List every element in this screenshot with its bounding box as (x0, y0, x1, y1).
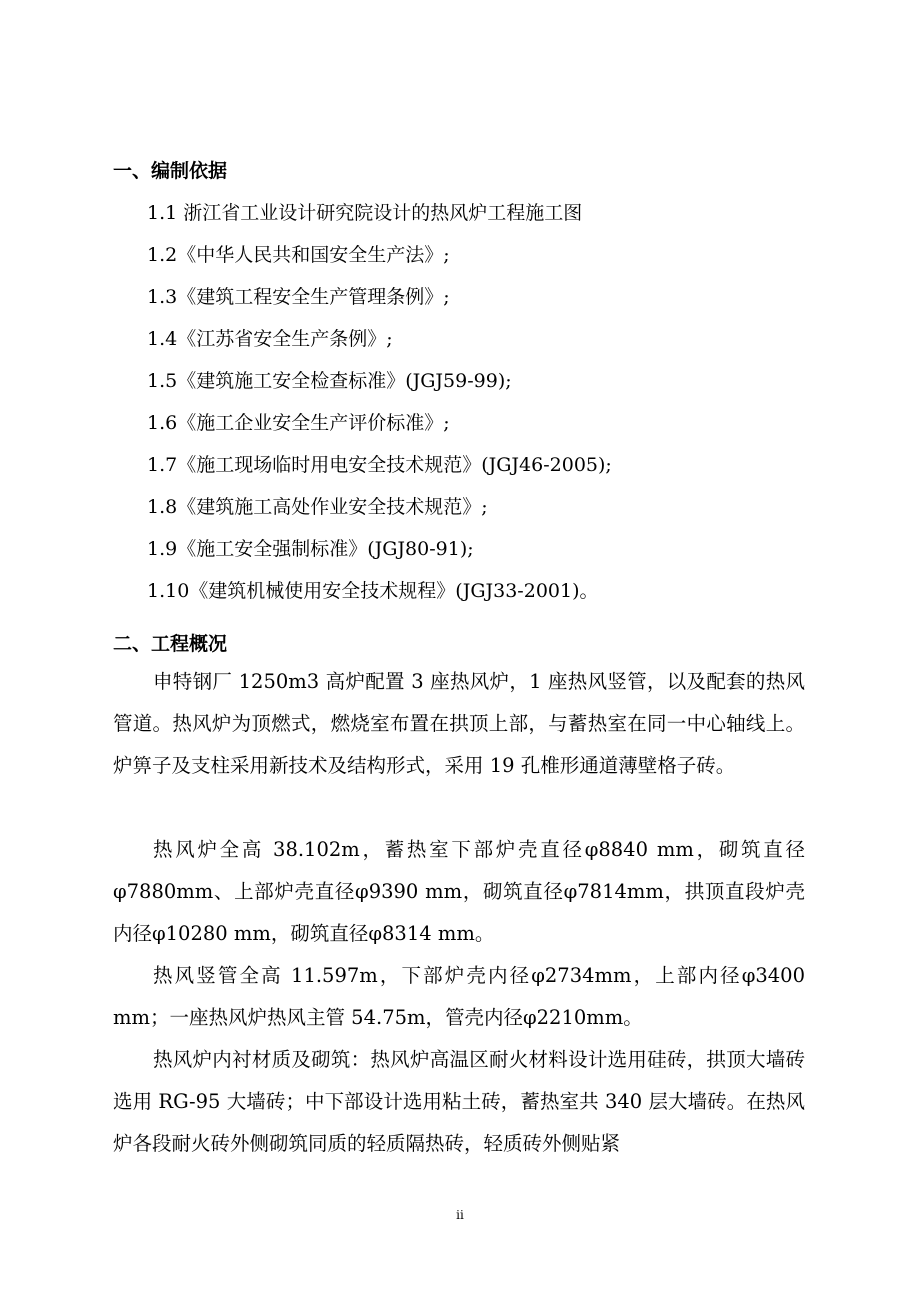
overview-paragraph-4: 热风炉内衬材质及砌筑：热风炉高温区耐火材料设计选用硅砖，拱顶大墙砖选用 RG-95 大墙砖；中下部设计选用粘土砖，蓄热室共 340 层大墙砖。在热风炉各段耐火砖外侧砌筑同质的轻质隔热砖，轻质砖外侧贴紧 (113, 1048, 805, 1155)
reference-item-1-2: 1.2《中华人民共和国安全生产法》; (147, 244, 450, 266)
reference-item-1-7: 1.7《施工现场临时用电安全技术规范》(JGJ46-2005); (147, 454, 612, 476)
section-heading-overview: 二、工程概况 (113, 633, 228, 655)
reference-item-1-1: 1.1 浙江省工业设计研究院设计的热风炉工程施工图 (147, 202, 583, 224)
overview-paragraph-3: 热风竖管全高 11.597m，下部炉壳内径φ2734mm，上部内径φ3400 mm；一座热风炉热风主管 54.75m，管壳内径φ2210mm。 (113, 964, 805, 1029)
overview-paragraph-1: 申特钢厂 1250m3 高炉配置 3 座热风炉，1 座热风竖管，以及配套的热风管道。热风炉为顶燃式，燃烧室布置在拱顶上部，与蓄热室在同一中心轴线上。炉箅子及支柱采用新技术及结构形式，采用 19 孔椎形通道薄壁格子砖。 (113, 670, 805, 777)
reference-item-1-5: 1.5《建筑施工安全检查标准》(JGJ59-99); (147, 370, 512, 392)
reference-item-1-10: 1.10《建筑机械使用安全技术规程》(JGJ33-2001)。 (147, 580, 599, 602)
page-number: ii (456, 1208, 464, 1222)
reference-item-1-3: 1.3《建筑工程安全生产管理条例》; (147, 286, 450, 308)
reference-item-1-6: 1.6《施工企业安全生产评价标准》; (147, 412, 450, 434)
reference-item-1-8: 1.8《建筑施工高处作业安全技术规范》; (147, 496, 488, 518)
section-heading-basis: 一、编制依据 (113, 160, 228, 182)
overview-paragraph-2: 热风炉全高 38.102m，蓄热室下部炉壳直径φ8840 mm，砌筑直径φ7880mm、上部炉壳直径φ9390 mm，砌筑直径φ7814mm，拱顶直段炉壳内径φ10280 mm，砌筑直径φ8314 mm。 (113, 838, 805, 945)
reference-item-1-9: 1.9《施工安全强制标准》(JGJ80-91); (147, 538, 474, 560)
reference-item-1-4: 1.4《江苏省安全生产条例》; (147, 328, 393, 350)
